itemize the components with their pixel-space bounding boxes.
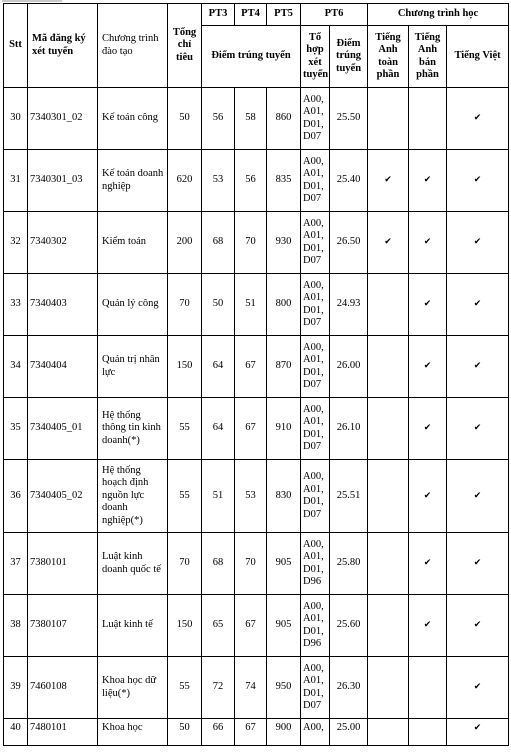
cell-full-english — [368, 595, 409, 657]
table-row — [4, 595, 509, 657]
cell-score: 24.93 — [330, 274, 368, 336]
cell-combo: A00, A01, D01, D07 — [301, 657, 330, 719]
cell-stt: 32 — [4, 212, 28, 274]
check-icon: ✔ — [423, 175, 432, 186]
cell-quota: 55 — [168, 657, 202, 719]
cell-stt: 36 — [4, 460, 28, 533]
admission-scores-table — [3, 3, 509, 746]
header-quota: Tổng chỉ tiêu — [168, 4, 202, 88]
cell-code: 7340301_02 — [28, 88, 98, 150]
check-icon: ✔ — [473, 723, 482, 733]
cell-full-english — [368, 657, 409, 719]
cell-pt3: 50 — [202, 274, 235, 336]
check-icon: ✔ — [473, 682, 482, 693]
cell-full-english — [368, 398, 409, 460]
cell-score: 26.10 — [330, 398, 368, 460]
header-pt4: PT4 — [235, 4, 267, 26]
cell-partial-english — [409, 398, 447, 460]
cell-partial-english — [409, 274, 447, 336]
cell-program: Luật kinh doanh quốc tế — [98, 533, 168, 595]
cell-pt4: 51 — [235, 274, 267, 336]
cell-combo: A00, A01, D01, D96 — [301, 533, 330, 595]
cell-pt4: 56 — [235, 150, 267, 212]
cell-vietnamese — [447, 657, 509, 719]
cell-vietnamese — [447, 274, 509, 336]
table-row — [4, 460, 509, 533]
cell-pt3: 56 — [202, 88, 235, 150]
cell-combo: A00, — [301, 719, 330, 746]
cell-combo: A00, A01, D01, D07 — [301, 274, 330, 336]
cell-vietnamese — [447, 212, 509, 274]
cell-code: 7340302 — [28, 212, 98, 274]
cell-vietnamese — [447, 398, 509, 460]
cell-partial-english — [409, 88, 447, 150]
check-icon: ✔ — [473, 299, 482, 310]
header-full-english: Tiếng Anh toàn phần — [368, 26, 409, 88]
cell-program: Hệ thống hoạch định nguồn lực doanh nghiệp(*) — [98, 460, 168, 533]
cell-vietnamese — [447, 460, 509, 533]
cell-code: 7380101 — [28, 533, 98, 595]
check-icon: ✔ — [473, 361, 482, 372]
cell-vietnamese — [447, 150, 509, 212]
cell-full-english — [368, 336, 409, 398]
cell-vietnamese — [447, 336, 509, 398]
cell-quota: 70 — [168, 533, 202, 595]
cell-pt3: 68 — [202, 533, 235, 595]
cell-score: 26.30 — [330, 657, 368, 719]
cell-stt: 40 — [4, 719, 28, 746]
table-row — [4, 88, 509, 150]
header-code: Mã đăng ký xét tuyển — [28, 4, 98, 88]
cell-pt5: 910 — [267, 398, 301, 460]
check-icon: ✔ — [423, 620, 432, 631]
cell-pt5: 830 — [267, 460, 301, 533]
check-icon: ✔ — [423, 490, 432, 501]
cell-pt5: 900 — [267, 719, 301, 746]
cell-quota: 620 — [168, 150, 202, 212]
cell-pt4: 58 — [235, 88, 267, 150]
cell-program: Kế toán công — [98, 88, 168, 150]
header-pt3: PT3 — [202, 4, 235, 26]
cell-quota: 55 — [168, 398, 202, 460]
cell-program: Luật kinh tế — [98, 595, 168, 657]
cell-code: 7340301_03 — [28, 150, 98, 212]
cell-score: 25.51 — [330, 460, 368, 533]
header-score-group: Điểm trúng tuyển — [202, 26, 301, 88]
cell-code: 7380107 — [28, 595, 98, 657]
cell-program: Khoa học dữ liệu(*) — [98, 657, 168, 719]
cell-program: Kiểm toán — [98, 212, 168, 274]
cell-pt4: 67 — [235, 398, 267, 460]
check-icon: ✔ — [473, 113, 482, 124]
table-row — [4, 657, 509, 719]
header-study-program: Chương trình học — [368, 4, 509, 26]
cell-partial-english — [409, 595, 447, 657]
cell-code: 7460108 — [28, 657, 98, 719]
cell-score: 25.50 — [330, 88, 368, 150]
cell-score: 25.60 — [330, 595, 368, 657]
cell-stt: 35 — [4, 398, 28, 460]
cell-pt5: 905 — [267, 533, 301, 595]
check-icon: ✔ — [473, 175, 482, 186]
check-icon: ✔ — [473, 237, 482, 248]
table-row — [4, 336, 509, 398]
header-stt: Stt — [4, 4, 28, 88]
cell-full-english — [368, 150, 409, 212]
check-icon: ✔ — [473, 490, 482, 501]
cell-full-english — [368, 533, 409, 595]
cell-pt4: 67 — [235, 719, 267, 746]
cell-pt3: 51 — [202, 460, 235, 533]
cell-partial-english — [409, 460, 447, 533]
cell-pt5: 860 — [267, 88, 301, 150]
cell-score: 25.80 — [330, 533, 368, 595]
table-header — [4, 4, 509, 88]
cell-stt: 33 — [4, 274, 28, 336]
cell-pt3: 64 — [202, 398, 235, 460]
cell-quota: 150 — [168, 336, 202, 398]
cell-combo: A00, A01, D01, D07 — [301, 398, 330, 460]
check-icon: ✔ — [473, 620, 482, 631]
cell-score: 26.00 — [330, 336, 368, 398]
cell-program: Khoa học — [98, 719, 168, 746]
cell-combo: A00, A01, D01, D07 — [301, 88, 330, 150]
header-vietnamese: Tiếng Việt — [447, 26, 509, 88]
header-combo: Tổ hợp xét tuyển — [301, 26, 330, 88]
cell-vietnamese — [447, 533, 509, 595]
table-row — [4, 212, 509, 274]
table-row — [4, 719, 509, 746]
check-icon: ✔ — [423, 299, 432, 310]
cell-full-english — [368, 274, 409, 336]
header-pt6: PT6 — [301, 4, 368, 26]
check-icon: ✔ — [423, 558, 432, 569]
cell-partial-english — [409, 212, 447, 274]
cell-program: Quản trị nhân lực — [98, 336, 168, 398]
cell-program: Kế toán doanh nghiệp — [98, 150, 168, 212]
cell-quota: 200 — [168, 212, 202, 274]
header-partial-english: Tiếng Anh bán phần — [409, 26, 447, 88]
cell-combo: A00, A01, D01, D07 — [301, 336, 330, 398]
check-icon: ✔ — [423, 361, 432, 372]
cell-partial-english — [409, 150, 447, 212]
cell-pt5: 870 — [267, 336, 301, 398]
cell-code: 7340405_01 — [28, 398, 98, 460]
table-body — [4, 88, 509, 746]
cell-quota: 50 — [168, 88, 202, 150]
cell-quota: 70 — [168, 274, 202, 336]
check-icon: ✔ — [384, 175, 392, 186]
cell-combo: A00, A01, D01, D96 — [301, 595, 330, 657]
cell-combo: A00, A01, D01, D07 — [301, 460, 330, 533]
cell-partial-english — [409, 336, 447, 398]
cell-code: 7340404 — [28, 336, 98, 398]
cell-full-english — [368, 460, 409, 533]
check-icon: ✔ — [423, 423, 432, 434]
cell-vietnamese — [447, 88, 509, 150]
header-score: Điểm trúng tuyển — [330, 26, 368, 88]
cell-partial-english — [409, 719, 447, 746]
cell-full-english — [368, 212, 409, 274]
cell-pt3: 68 — [202, 212, 235, 274]
cell-pt4: 67 — [235, 595, 267, 657]
header-pt5: PT5 — [267, 4, 301, 26]
cell-combo: A00, A01, D01, D07 — [301, 212, 330, 274]
cell-quota: 55 — [168, 460, 202, 533]
cell-stt: 31 — [4, 150, 28, 212]
cell-pt5: 950 — [267, 657, 301, 719]
cell-quota: 50 — [168, 719, 202, 746]
cell-pt5: 905 — [267, 595, 301, 657]
cell-partial-english — [409, 533, 447, 595]
table-row — [4, 274, 509, 336]
cell-pt3: 65 — [202, 595, 235, 657]
cell-stt: 38 — [4, 595, 28, 657]
cell-pt3: 64 — [202, 336, 235, 398]
table-row — [4, 398, 509, 460]
cell-pt3: 53 — [202, 150, 235, 212]
cell-pt3: 72 — [202, 657, 235, 719]
check-icon: ✔ — [423, 237, 432, 248]
cell-pt4: 70 — [235, 533, 267, 595]
cell-pt5: 835 — [267, 150, 301, 212]
check-icon: ✔ — [473, 423, 482, 434]
cell-stt: 39 — [4, 657, 28, 719]
cell-combo: A00, A01, D01, D07 — [301, 150, 330, 212]
cell-quota: 150 — [168, 595, 202, 657]
cell-pt4: 67 — [235, 336, 267, 398]
cell-score: 25.40 — [330, 150, 368, 212]
cell-pt3: 66 — [202, 719, 235, 746]
cell-pt5: 800 — [267, 274, 301, 336]
cell-score: 25.00 — [330, 719, 368, 746]
cell-stt: 30 — [4, 88, 28, 150]
cell-vietnamese — [447, 719, 509, 746]
cell-partial-english — [409, 657, 447, 719]
cell-pt5: 930 — [267, 212, 301, 274]
check-icon: ✔ — [384, 237, 392, 248]
cell-stt: 37 — [4, 533, 28, 595]
table-row — [4, 533, 509, 595]
table-row — [4, 150, 509, 212]
cell-pt4: 74 — [235, 657, 267, 719]
cell-pt4: 53 — [235, 460, 267, 533]
cell-program: Hệ thống thông tin kinh doanh(*) — [98, 398, 168, 460]
header-program: Chương trình đào tạo — [98, 4, 168, 88]
cell-vietnamese — [447, 595, 509, 657]
cell-full-english — [368, 88, 409, 150]
cell-program: Quản lý công — [98, 274, 168, 336]
cell-score: 26.50 — [330, 212, 368, 274]
cell-stt: 34 — [4, 336, 28, 398]
cell-code: 7340405_02 — [28, 460, 98, 533]
check-icon: ✔ — [473, 558, 482, 569]
cell-pt4: 70 — [235, 212, 267, 274]
cell-code: 7480101 — [28, 719, 98, 746]
cell-code: 7340403 — [28, 274, 98, 336]
cell-full-english — [368, 719, 409, 746]
